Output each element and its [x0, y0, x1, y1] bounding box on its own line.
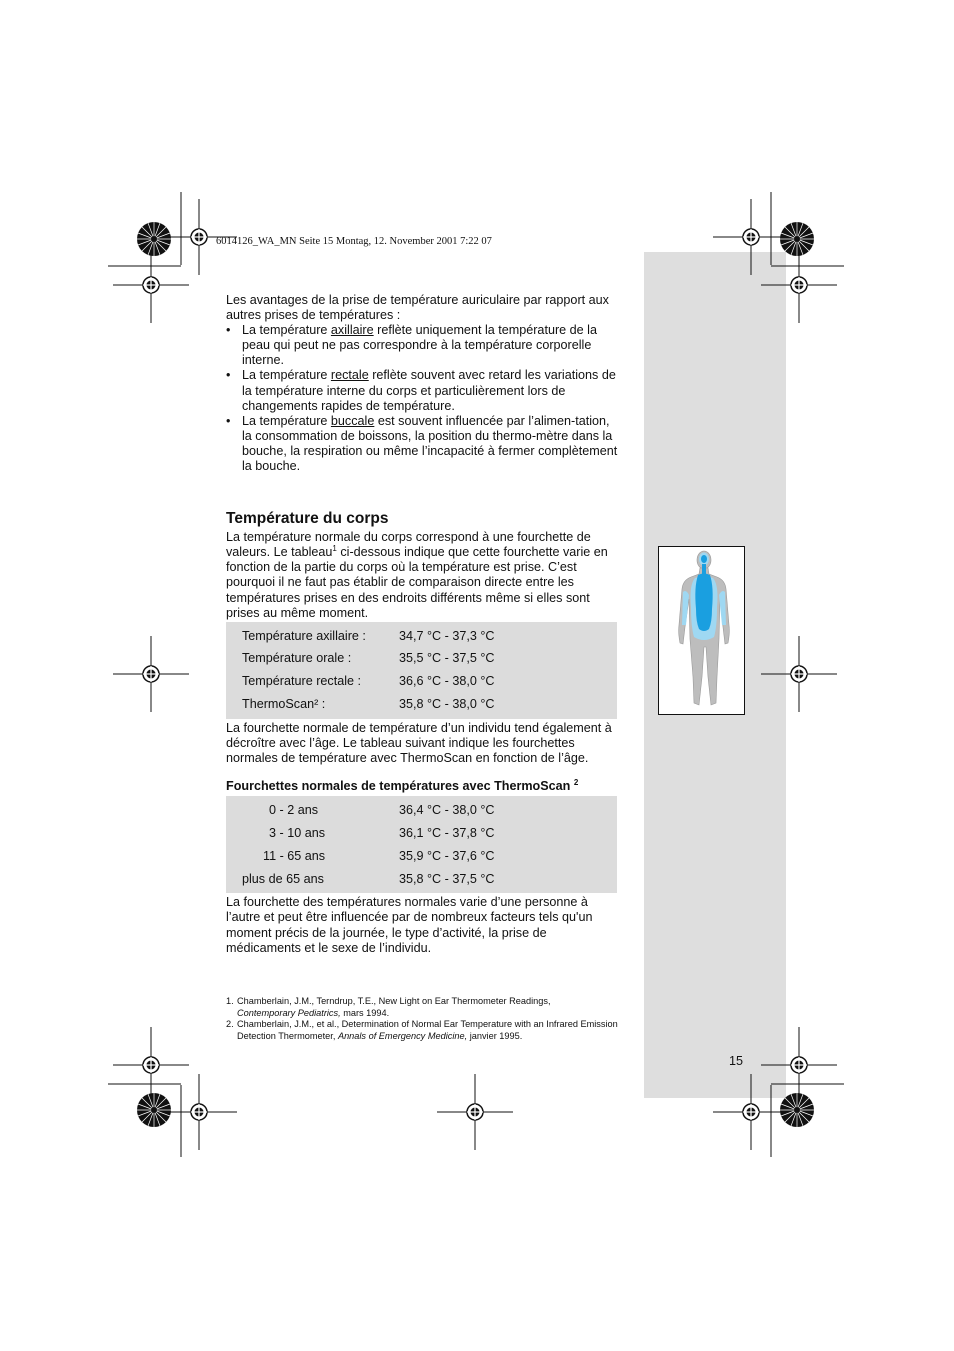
- table-row: 0 - 2 ans 36,4 °C - 38,0 °C: [269, 803, 495, 818]
- intro-bullet-list: [226, 323, 621, 474]
- section-paragraph-3: La fourchette des températures normales varie d’une personne à l’autre et peut être influencée par de nombreux facteurs tels qu'un moment précis de la journée, le type d’activité, la prise de médicaments et le sexe de l’individu.: [226, 895, 593, 955]
- table-row: Température axillaire : 34,7 °C - 37,3 °C: [242, 628, 495, 643]
- section-title: Température du corps: [226, 510, 389, 528]
- footnote-2: 2. Chamberlain, J.M., et al., Determination of Normal Ear Temperature with an Infrared Emission Detection Thermometer, Annals of Emergency Medicine, janvier 1995.: [226, 1019, 618, 1041]
- footnotes: [226, 996, 621, 1042]
- print-header-line: 6014126_WA_MN Seite 15 Montag, 12. November 2001 7:22 07: [216, 236, 492, 247]
- age-table-title: Fourchettes normales de températures avec ThermoScan $^2$: [226, 777, 579, 794]
- bullet-rectale: • La température rectale reflète souvent avec retard les variations de la température interne du corps et particulièrement lors de changements rapides de température.: [226, 368, 621, 413]
- intro-lead: Les avantages de la prise de température auriculaire par rapport aux autres prises de températures :: [226, 293, 609, 323]
- footnote-1: 1. Chamberlain, J.M., Terndrup, T.E., New Light on Ear Thermometer Readings, Contemporary Pediatrics, mars 1994.: [226, 996, 551, 1018]
- body-temperature-figure: [658, 546, 745, 715]
- human-body-illustration: [659, 547, 744, 714]
- table-row: 11 - 65 ans 35,9 °C - 37,6 °C: [263, 848, 495, 863]
- bullet-buccale: • La température buccale est souvent influencée par l’alimen-tation, la consommation de boissons, la position du thermo-mètre dans la bouche, la respiration ou même l’incapacité à fermer complètement la bouche.: [226, 414, 621, 474]
- age-temperature-table: [226, 796, 617, 893]
- body-site-temperature-table: [226, 622, 617, 719]
- table-row: plus de 65 ans 35,8 °C - 37,5 °C: [242, 871, 495, 886]
- page-number: 15: [729, 1054, 744, 1068]
- table-row: Température rectale : 36,6 °C - 38,0 °C: [242, 674, 495, 689]
- section-paragraph-1: La température normale du corps correspond à une fourchette de valeurs. Le tableau$^1$ ci-dessous indique que cette fourchette varie en fonction de la partie du corps où la température est prise. C’est pourquoi il ne faut pas établir de comparaison directe entre les températures prises en des endroits différents même si elles sont prises au même moment.: [226, 530, 608, 620]
- section-paragraph-2: La fourchette normale de température d’un individu tend également à décroître avec l’âge. Le tableau suivant indique les fourchettes normales de température avec ThermoScan en fonction de l’âge.: [226, 720, 612, 766]
- main-content: [226, 293, 621, 956]
- bullet-axillaire: • La température axillaire reflète uniquement la température de la peau qui peut ne pas correspondre à la température corporelle interne.: [226, 323, 621, 368]
- table-row: ThermoScan² : 35,8 °C - 38,0 °C: [242, 697, 495, 712]
- table-row: 3 - 10 ans 36,1 °C - 37,8 °C: [269, 825, 495, 840]
- table-row: Température orale : 35,5 °C - 37,5 °C: [242, 651, 495, 666]
